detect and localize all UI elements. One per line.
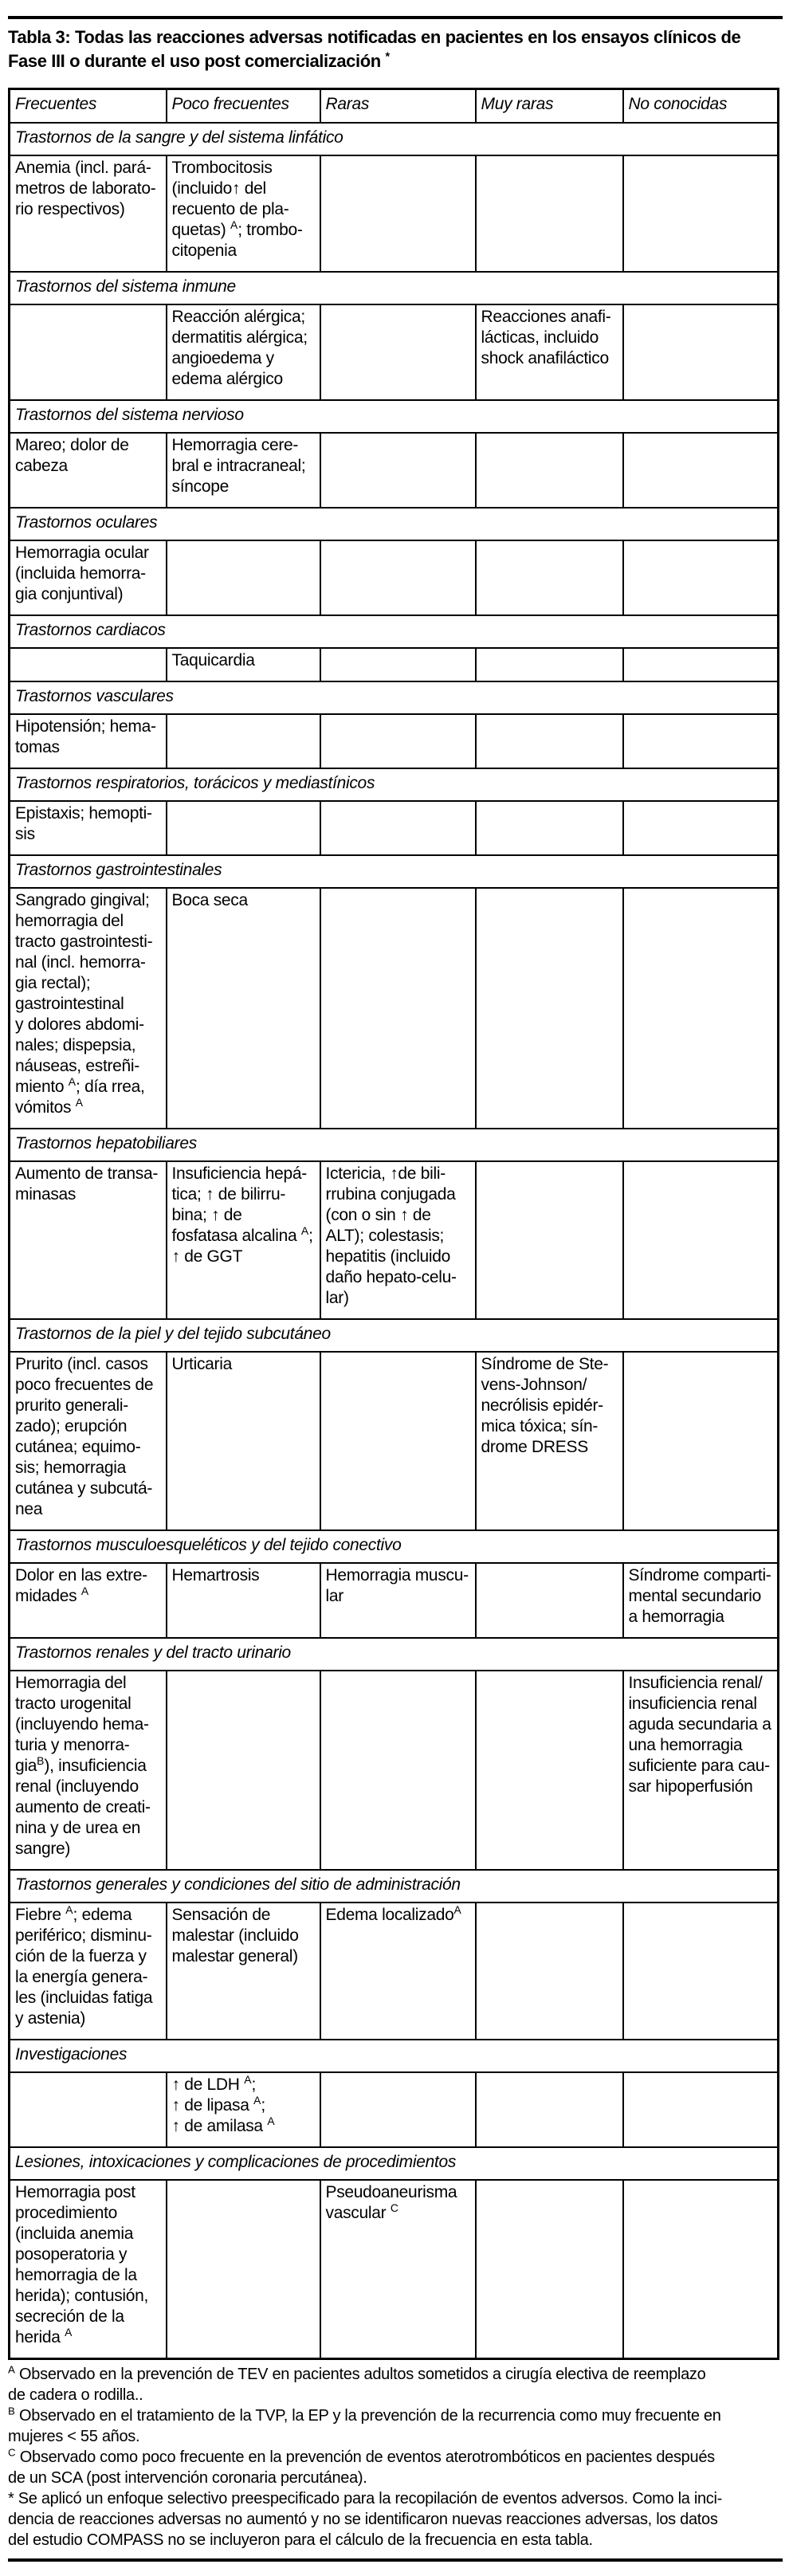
table-row bbox=[10, 648, 779, 681]
column-header-raras: Raras bbox=[320, 89, 476, 124]
cell-muy-raras bbox=[476, 888, 623, 1129]
cell-no-conocidas bbox=[623, 2072, 779, 2147]
table-row bbox=[10, 540, 779, 615]
cell-raras: Hemorragia muscu- lar bbox=[320, 1563, 476, 1638]
cell-muy-raras bbox=[476, 540, 623, 615]
cell-muy-raras bbox=[476, 2072, 623, 2147]
cell-frecuentes: Hemorragia ocular (incluida hemorra- gia conjuntival) bbox=[10, 540, 167, 615]
cell-raras bbox=[320, 888, 476, 1129]
table-title: Tabla 3: Todas las reacciones adversas notificadas en pacientes en los ensayos clínicos de Fase III o durante el uso post comercialización * bbox=[8, 27, 741, 71]
section-header-row bbox=[10, 615, 779, 648]
table-row bbox=[10, 1671, 779, 1870]
section-header: Trastornos de la piel y del tejido subcutáneo bbox=[10, 1319, 779, 1352]
cell-poco-frecuentes: Hemorragia cere- bral e intracraneal; síncope bbox=[167, 433, 320, 508]
section-header-row bbox=[10, 1638, 779, 1671]
section-header: Trastornos vasculares bbox=[10, 681, 779, 714]
section-header-row bbox=[10, 1129, 779, 1161]
cell-frecuentes: Hemorragia del tracto urogenital (incluyendo hema- turia y menorra- gia$^B$), insuficiencia renal (incluyendo aumento de creati- nina y de urea en sangre) bbox=[10, 1671, 167, 1870]
cell-poco-frecuentes bbox=[167, 714, 320, 768]
cell-frecuentes: Epistaxis; hemopti- sis bbox=[10, 801, 167, 855]
cell-no-conocidas bbox=[623, 1161, 779, 1319]
section-header-row bbox=[10, 1319, 779, 1352]
column-header-poco-frecuentes: Poco frecuentes bbox=[167, 89, 320, 124]
section-header-row bbox=[10, 855, 779, 888]
column-header-row bbox=[10, 89, 779, 124]
cell-frecuentes: Fiebre $^A$; edema periférico; disminu- ción de la fuerza y la energía genera- les (incluidas fatiga y astenia) bbox=[10, 1903, 167, 2040]
cell-frecuentes: Anemia (incl. pará- metros de laborato- rio respectivos) bbox=[10, 155, 167, 272]
cell-muy-raras: Síndrome de Ste- vens-Johnson/ necrólisis epidér- mica tóxica; sín- drome DRESS bbox=[476, 1352, 623, 1530]
cell-frecuentes: Hemorragia post procedimiento (incluida anemia posoperatoria y hemorragia de la herida); contusión, secreción de la herida $^A$ bbox=[10, 2180, 167, 2359]
cell-muy-raras bbox=[476, 648, 623, 681]
cell-no-conocidas: Insuficiencia renal/ insuficiencia renal aguda secundaria a una hemorragia suficiente para cau- sar hipoperfusión bbox=[623, 1671, 779, 1870]
cell-raras bbox=[320, 1352, 476, 1530]
table-row bbox=[10, 714, 779, 768]
cell-raras bbox=[320, 433, 476, 508]
column-header-no-conocidas: No conocidas bbox=[623, 89, 779, 124]
cell-poco-frecuentes: Urticaria bbox=[167, 1352, 320, 1530]
cell-poco-frecuentes: Boca seca bbox=[167, 888, 320, 1129]
section-header: Trastornos oculares bbox=[10, 508, 779, 540]
cell-no-conocidas bbox=[623, 433, 779, 508]
cell-no-conocidas bbox=[623, 714, 779, 768]
table-row bbox=[10, 888, 779, 1129]
table-row bbox=[10, 1563, 779, 1638]
cell-raras bbox=[320, 540, 476, 615]
table-row bbox=[10, 1161, 779, 1319]
footnote-c: $^C$ Observado como poco frecuente en la prevención de eventos aterotrombóticos en pacientes después de un SCA (post intervención coronaria percutánea). bbox=[8, 2446, 715, 2487]
cell-no-conocidas bbox=[623, 1352, 779, 1530]
cell-raras bbox=[320, 648, 476, 681]
section-header-row bbox=[10, 123, 779, 155]
top-rule bbox=[8, 16, 783, 19]
section-header: Trastornos generales y condiciones del sitio de administración bbox=[10, 1870, 779, 1903]
column-header-muy-raras: Muy raras bbox=[476, 89, 623, 124]
section-header: Trastornos respiratorios, torácicos y mediastínicos bbox=[10, 768, 779, 801]
table-row bbox=[10, 2072, 779, 2147]
section-header-row bbox=[10, 272, 779, 304]
section-header: Trastornos musculoesqueléticos y del tejido conectivo bbox=[10, 1530, 779, 1563]
cell-poco-frecuentes: Hemartrosis bbox=[167, 1563, 320, 1638]
cell-no-conocidas bbox=[623, 2180, 779, 2359]
section-header-row bbox=[10, 2147, 779, 2180]
cell-raras: Pseudoaneurisma vascular $^C$ bbox=[320, 2180, 476, 2359]
cell-muy-raras bbox=[476, 1903, 623, 2040]
section-header-row bbox=[10, 508, 779, 540]
cell-no-conocidas bbox=[623, 888, 779, 1129]
table-row bbox=[10, 2180, 779, 2359]
cell-frecuentes bbox=[10, 648, 167, 681]
cell-frecuentes: Mareo; dolor de cabeza bbox=[10, 433, 167, 508]
cell-frecuentes: Sangrado gingival; hemorragia del tracto gastrointesti- nal (incl. hemorra- gia rectal); gastrointestinal y dolores abdomi- nales; dispepsia, náuseas, estreñi- miento $^A$; día rrea, vómitos $^A$ bbox=[10, 888, 167, 1129]
table-row bbox=[10, 155, 779, 272]
cell-frecuentes bbox=[10, 2072, 167, 2147]
cell-no-conocidas: Síndrome comparti- mental secundario a hemorragia bbox=[623, 1563, 779, 1638]
cell-raras bbox=[320, 304, 476, 400]
cell-no-conocidas bbox=[623, 304, 779, 400]
footnote-b: $^B$ Observado en el tratamiento de la TVP, la EP y la prevención de la recurrencia como muy frecuente en mujeres < 55 años. bbox=[8, 2405, 721, 2445]
cell-poco-frecuentes: Reacción alérgica; dermatitis alérgica; angioedema y edema alérgico bbox=[167, 304, 320, 400]
footnote-a: $^A$ Observado en la prevención de TEV en pacientes adultos sometidos a cirugía electiva de reemplazo de cadera o rodilla.. bbox=[8, 2363, 706, 2404]
section-header-row bbox=[10, 1870, 779, 1903]
section-header: Trastornos hepatobiliares bbox=[10, 1129, 779, 1161]
cell-raras: Edema localizado$^A$ bbox=[320, 1903, 476, 2040]
section-header: Lesiones, intoxicaciones y complicaciones de procedimientos bbox=[10, 2147, 779, 2180]
cell-raras bbox=[320, 1671, 476, 1870]
footnotes bbox=[8, 2364, 783, 2550]
section-header: Trastornos renales y del tracto urinario bbox=[10, 1638, 779, 1671]
cell-poco-frecuentes: ↑ de LDH $^A$; ↑ de lipasa $^A$; ↑ de amilasa $^A$ bbox=[167, 2072, 320, 2147]
cell-no-conocidas bbox=[623, 801, 779, 855]
cell-no-conocidas bbox=[623, 648, 779, 681]
cell-frecuentes: Aumento de transa- minasas bbox=[10, 1161, 167, 1319]
section-header-row bbox=[10, 400, 779, 433]
footnote-asterisk: * Se aplicó un enfoque selectivo preespecificado para la recopilación de eventos adversos. Como la inci- dencia de reacciones adversas no aumentó y no se identificaron nuevas reacciones adversas, los datos del estudio COMPASS no se incluyeron para el cálculo de la frecuencia en esta tabla. bbox=[8, 2490, 723, 2549]
section-header: Investigaciones bbox=[10, 2040, 779, 2072]
cell-muy-raras bbox=[476, 1563, 623, 1638]
cell-muy-raras bbox=[476, 155, 623, 272]
cell-muy-raras bbox=[476, 433, 623, 508]
cell-no-conocidas bbox=[623, 155, 779, 272]
cell-poco-frecuentes: Trombocitosis (incluido↑ del recuento de pla- quetas) $^A$; trombo- citopenia bbox=[167, 155, 320, 272]
cell-muy-raras bbox=[476, 714, 623, 768]
cell-no-conocidas bbox=[623, 1903, 779, 2040]
cell-poco-frecuentes bbox=[167, 801, 320, 855]
section-header: Trastornos del sistema inmune bbox=[10, 272, 779, 304]
cell-muy-raras bbox=[476, 1161, 623, 1319]
cell-poco-frecuentes: Insuficiencia hepá- tica; ↑ de bilirru- bina; ↑ de fosfatasa alcalina $^A$; ↑ de GGT bbox=[167, 1161, 320, 1319]
cell-raras bbox=[320, 155, 476, 272]
section-header-row bbox=[10, 2040, 779, 2072]
cell-poco-frecuentes: Taquicardia bbox=[167, 648, 320, 681]
cell-raras bbox=[320, 801, 476, 855]
cell-raras bbox=[320, 2072, 476, 2147]
cell-raras: Ictericia, ↑de bili- rrubina conjugada (con o sin ↑ de ALT); colestasis; hepatitis (incluido daño hepato-celu- lar) bbox=[320, 1161, 476, 1319]
table-row bbox=[10, 304, 779, 400]
section-header-row bbox=[10, 1530, 779, 1563]
section-header-row bbox=[10, 768, 779, 801]
table-row bbox=[10, 1903, 779, 2040]
adverse-reactions-table bbox=[8, 88, 779, 2360]
cell-frecuentes bbox=[10, 304, 167, 400]
cell-no-conocidas bbox=[623, 540, 779, 615]
section-header: Trastornos gastrointestinales bbox=[10, 855, 779, 888]
section-header: Trastornos cardiacos bbox=[10, 615, 779, 648]
table-row bbox=[10, 801, 779, 855]
cell-muy-raras: Reacciones anafi- lácticas, incluido shock anafiláctico bbox=[476, 304, 623, 400]
cell-frecuentes: Dolor en las extre- midades $^A$ bbox=[10, 1563, 167, 1638]
cell-poco-frecuentes: Sensación de malestar (incluido malestar general) bbox=[167, 1903, 320, 2040]
section-header: Trastornos de la sangre y del sistema linfático bbox=[10, 123, 779, 155]
cell-muy-raras bbox=[476, 1671, 623, 1870]
bottom-rule bbox=[8, 2558, 783, 2562]
cell-muy-raras bbox=[476, 2180, 623, 2359]
cell-poco-frecuentes bbox=[167, 2180, 320, 2359]
cell-frecuentes: Hipotensión; hema- tomas bbox=[10, 714, 167, 768]
cell-poco-frecuentes bbox=[167, 540, 320, 615]
cell-muy-raras bbox=[476, 801, 623, 855]
cell-poco-frecuentes bbox=[167, 1671, 320, 1870]
section-header-row bbox=[10, 681, 779, 714]
cell-frecuentes: Prurito (incl. casos poco frecuentes de prurito generali- zado); erupción cutánea; equimo- sis; hemorragia cutánea y subcutá- nea bbox=[10, 1352, 167, 1530]
section-header: Trastornos del sistema nervioso bbox=[10, 400, 779, 433]
column-header-frecuentes: Frecuentes bbox=[10, 89, 167, 124]
cell-raras bbox=[320, 714, 476, 768]
table-row bbox=[10, 1352, 779, 1530]
table-row bbox=[10, 433, 779, 508]
